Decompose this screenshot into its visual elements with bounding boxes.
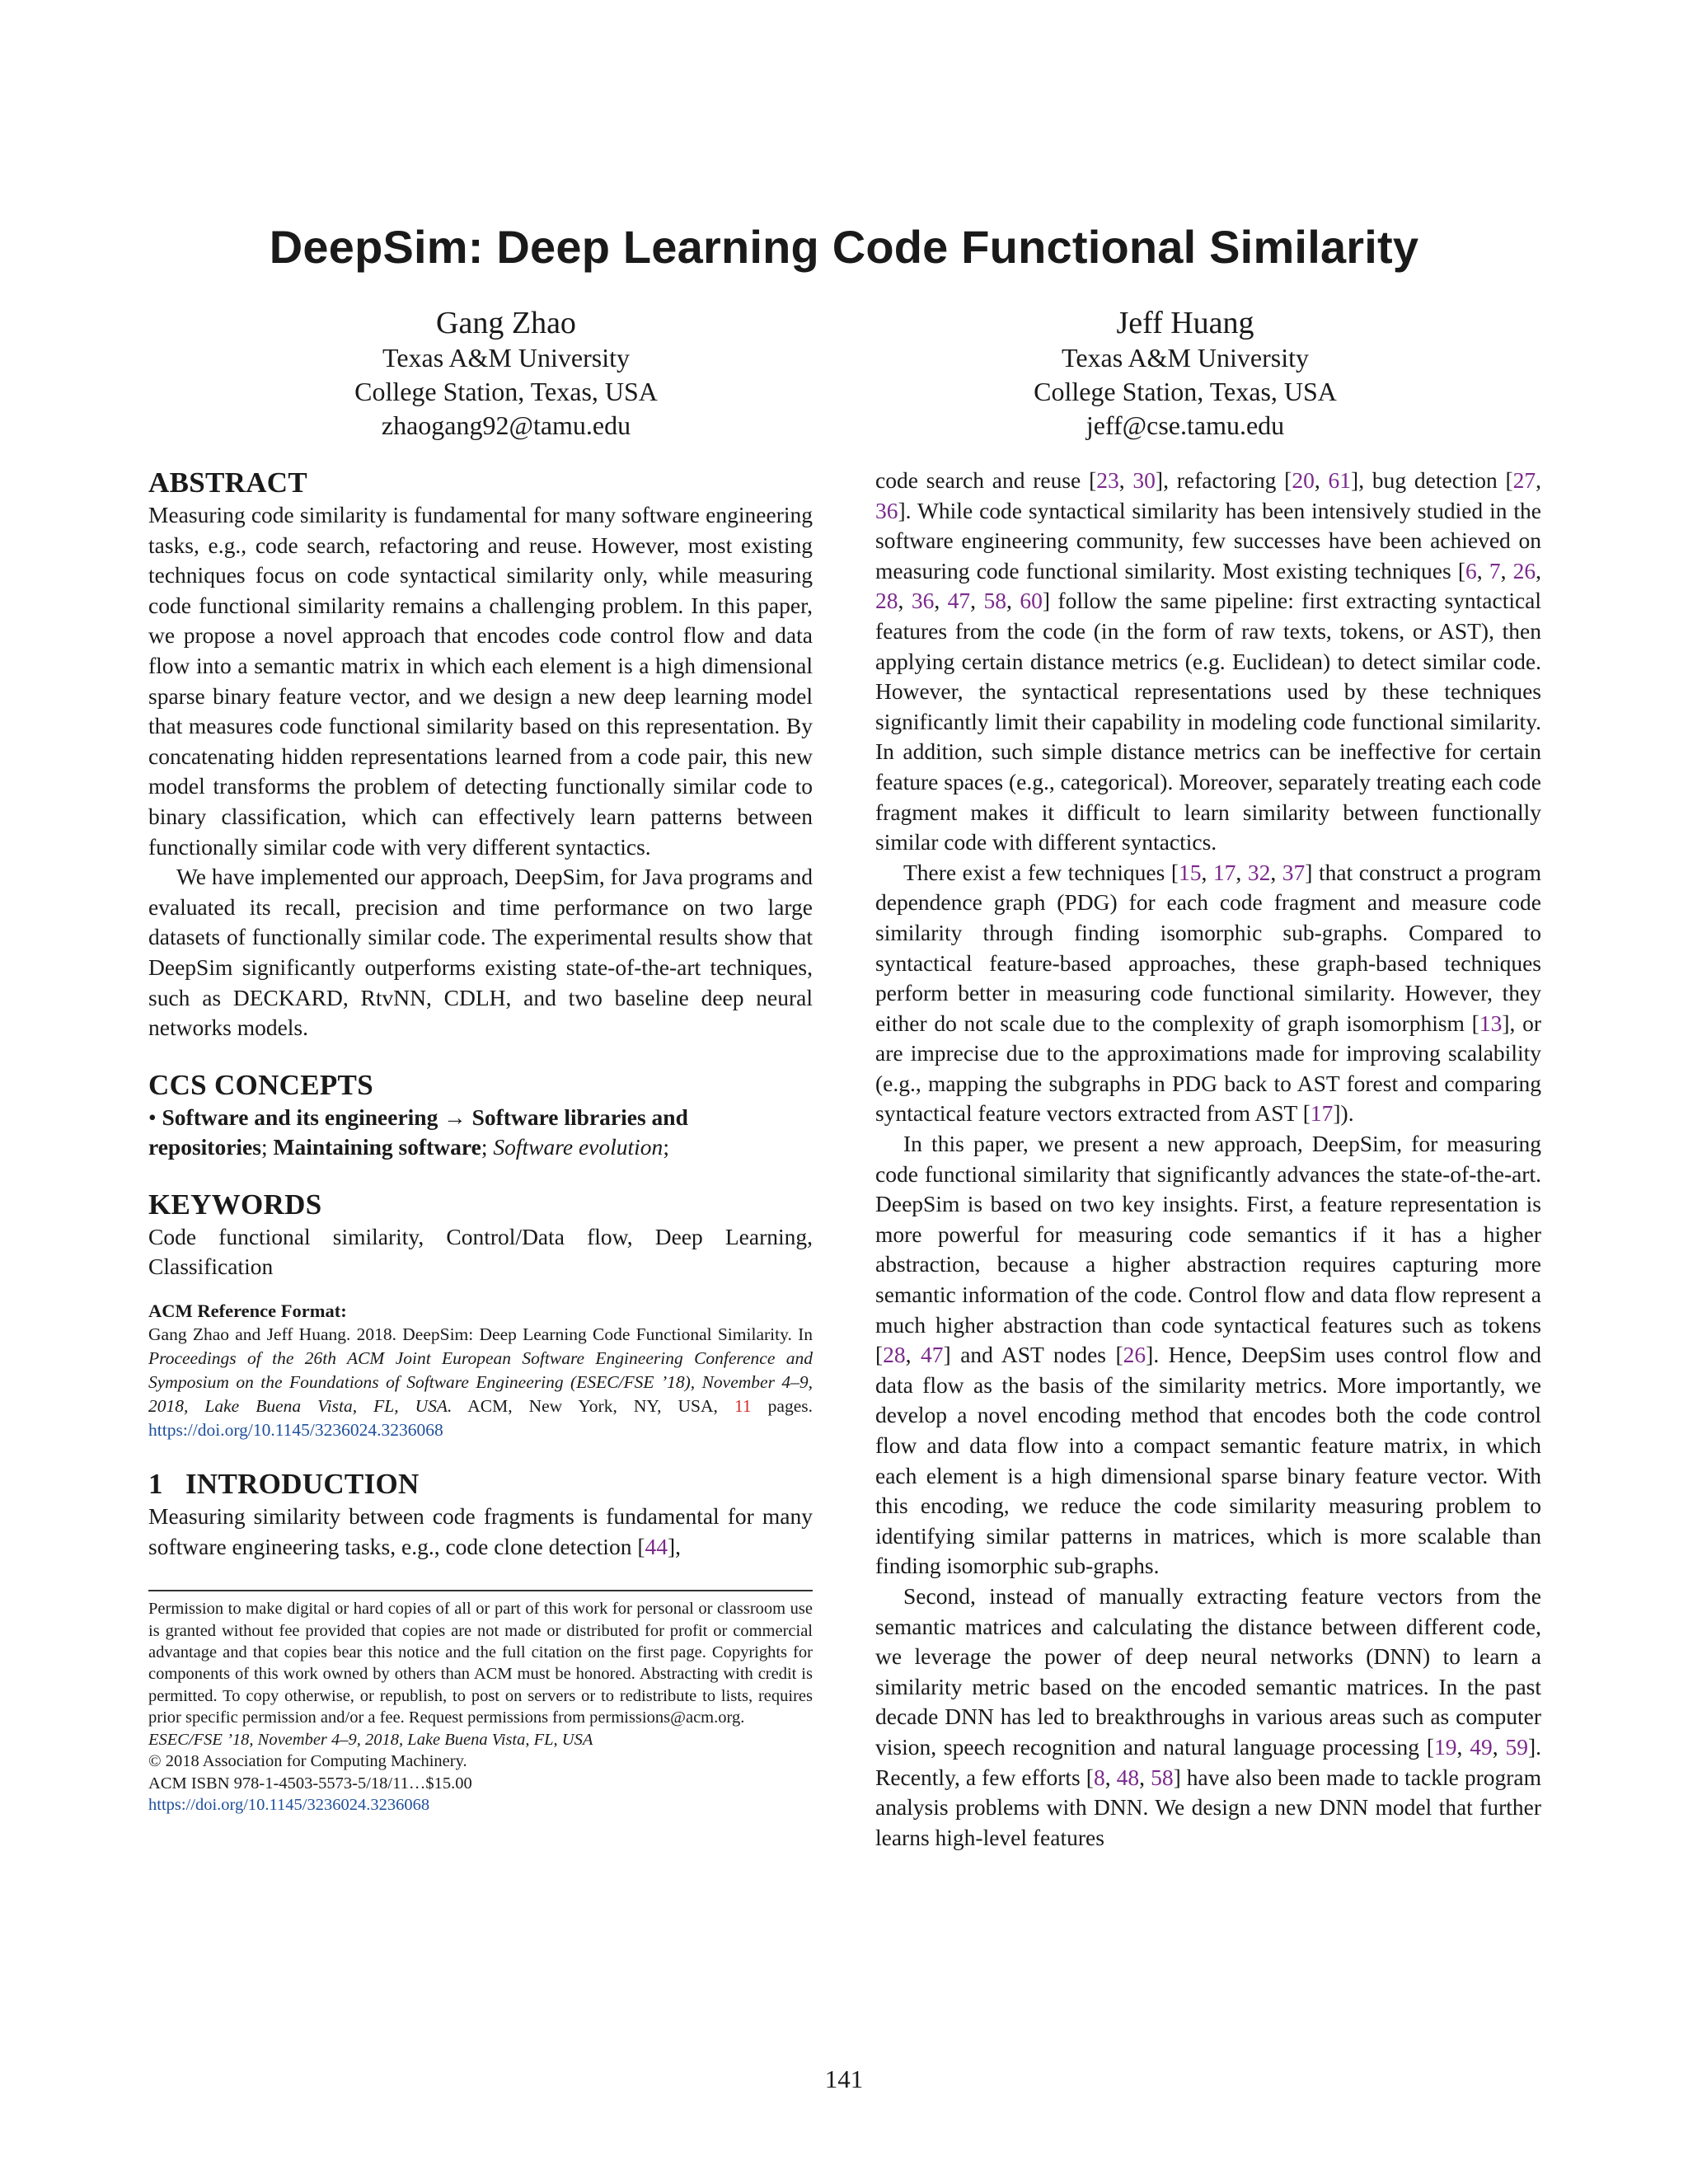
citation-link[interactable]: 15 [1178,859,1202,885]
author-affiliation: Texas A&M University [1062,343,1309,373]
citation-link[interactable]: 36 [875,497,898,523]
citation-link[interactable]: 6 [1465,557,1477,583]
citation-link[interactable]: 58 [983,588,1006,614]
citation-link[interactable]: 47 [947,588,971,614]
paragraph-text: , [1314,467,1329,493]
conference-line: ESEC/FSE ’18, November 4–9, 2018, Lake Buena Vista, FL, USA [148,1730,593,1749]
paragraph-text: , [970,588,984,614]
citation-link[interactable]: 44 [645,1533,668,1559]
footnote-divider [148,1590,813,1591]
ccs-arrow: → [438,1104,472,1130]
paragraph-text: ] follow the same pipeline: first extracting syntactical features from the code (in the form of raw texts, tokens, or AST), then applying certain distance metrics (e.g. Euclidean) to detect similar code. However, the syntactical representations used by these techniques significantly limit their capability in modeling code functional similarity. In addition, such simple distance metrics can be ineffective for certain feature spaces (e.g., categorical). Moreover, separately treating each code fragment makes it difficult to learn similarity between functionally similar code with different syntactics. [875,588,1542,855]
intro-text: Measuring similarity between code fragments is fundamental for many software engineering tasks, e.g., code clone detection [148,1503,813,1559]
abstract-heading: ABSTRACT [148,466,308,499]
author-block-2 [856,305,1515,443]
keywords-heading: KEYWORDS [148,1188,322,1221]
citation-link[interactable]: 28 [875,588,898,614]
right-column [875,466,1541,1853]
citation-link[interactable]: 59 [1505,1733,1528,1760]
page-number: 141 [824,2064,864,2093]
author-email: zhaogang92@tamu.edu [381,410,631,440]
paragraph-text: ]). [1333,1100,1354,1127]
footnote-block [148,1598,813,1816]
author-location: College Station, Texas, USA [354,377,658,406]
paragraph-text: ]. Hence, DeepSim uses control flow and data flow as the basis of the similarity metrics. More importantly, we develop a novel encoding method that encodes both the code control flow and data flow into a compact semantic feature matrix, in which each element is a high dimensional sparse binary feature vector. With this encoding, we reduce the code similarity measuring problem to identifying similar patterns in matrices, which is more scalable than finding isomorphic sub-graphs. [875,1342,1541,1579]
intro-paragraph-4 [875,1582,1541,1853]
abstract-paragraph-2: We have implemented our approach, DeepSim, for Java programs and evaluated its recall, precision and time performance on two large datasets of functionally similar code. The experimental results show that DeepSim significantly outperforms existing state-of-the-art techniques, such as DECKARD, RtvNN, CDLH, and two baseline deep neural networks models. [148,864,813,1041]
citation-link[interactable]: 7 [1489,557,1501,583]
citation-link[interactable]: 48 [1116,1764,1140,1790]
author-location: College Station, Texas, USA [1034,377,1337,406]
citation-link[interactable]: 47 [921,1342,944,1368]
paper-title: DeepSim: Deep Learning Code Functional Similarity [269,221,1419,273]
paragraph-text: , [1492,1733,1506,1760]
citation-link[interactable]: 19 [1434,1733,1457,1760]
intro-paragraph-3 [875,1129,1541,1582]
paragraph-text: ]. While code syntactical similarity has been intensively studied in the software engineering community, few successes have been achieved on measuring code functional similarity. Most existing techniques [ [875,497,1541,583]
citation-link[interactable]: 23 [1096,467,1119,493]
citation-link[interactable]: 27 [1512,467,1536,493]
ccs-term: Software libraries and repositories [148,1104,688,1160]
citation-link[interactable]: 36 [911,588,935,614]
acm-reference-heading: ACM Reference Format: [148,1301,347,1322]
ccs-term: Software and its engineering [162,1104,438,1130]
paragraph-text: ], bug detection [ [1351,467,1513,493]
ccs-concepts-text [148,1103,813,1163]
citation-link[interactable]: 17 [1310,1100,1334,1127]
paragraph-text: , [1536,467,1542,493]
ccs-heading: CCS CONCEPTS [148,1068,373,1101]
paragraph-text: , [905,1342,921,1368]
abstract-paragraph-1: Measuring code similarity is fundamental for many software engineering tasks, e.g., code search, refactoring and reuse. However, most existing techniques focus on code syntactical similarity only, while measuring code functional similarity remains a challenging problem. In this paper, we propose a novel approach that encodes code control flow and data flow into a semantic matrix in which each element is a high dimensional sparse binary feature vector, and we design a new deep learning model that measures code functional similarity based on this representation. By concatenating hidden representations learned from a code pair, this new model transforms the problem of detecting functionally similar code to binary classification, which can effectively learn patterns between functionally similar code with very different syntactics. [148,502,813,860]
paragraph-text: , [1104,1764,1117,1790]
ccs-term: Maintaining software [273,1134,481,1160]
paragraph-text: , [1118,467,1133,493]
isbn-line: ACM ISBN 978-1-4503-5573-5/18/11…$15.00 [148,1774,472,1793]
paragraph-text: , [934,588,948,614]
permission-notice: Permission to make digital or hard copies of all or part of this work for personal or classroom use is granted without fee provided that copies are not made or distributed for profit or commercial advantage and that copies bear this notice and the full citation on the first page. Copyrights for components of this work owned by others than ACM must be honored. Abstracting with credit is permitted. To copy otherwise, or republish, to post on servers or to redistribute to lists, requires prior specific permission and/or a fee. Request permissions from permissions@acm.org. [148,1600,813,1727]
paragraph-text: , [1201,859,1213,885]
paragraph-text: ] that construct a program dependence graph (PDG) for each code fragment and measure code similarity through finding isomorphic sub-graphs. Compared to syntactical feature-based approaches, these graph-based techniques perform better in measuring code functional similarity. However, they either do not scale due to the complexity of graph isomorphism [ [875,859,1541,1036]
citation-link[interactable]: 28 [883,1342,906,1368]
intro-paragraph-1 [875,466,1541,858]
footnote-doi-link[interactable]: https://doi.org/10.1145/3236024.3236068 [148,1795,430,1814]
citation-link[interactable]: 60 [1020,588,1043,614]
citation-link[interactable]: 13 [1479,1010,1503,1036]
ccs-bullet: • [148,1104,162,1130]
citation-link[interactable]: 32 [1247,859,1271,885]
paragraph-text: , [1006,588,1020,614]
citation-link[interactable]: 61 [1328,467,1352,493]
copyright-line: © 2018 Association for Computing Machinery. [148,1752,467,1771]
paragraph-text: ]. Recently, a few efforts [ [875,1733,1541,1790]
author-email: jeff@cse.tamu.edu [1085,410,1285,440]
paragraph-text: , [1476,557,1489,583]
citation-link[interactable]: 26 [1123,1342,1146,1368]
paragraph-text: , [1456,1733,1470,1760]
ccs-separator: ; [260,1134,274,1160]
acm-reference-part: Gang Zhao and Jeff Huang. 2018. DeepSim: Deep Learning Code Functional Similarity. In [148,1324,813,1345]
paragraph-text: , [1536,557,1541,583]
citation-link[interactable]: 17 [1212,859,1236,885]
paragraph-text: ] have also been made to tackle program analysis problems with DNN. We design a new DNN model that further learns high-level features [875,1764,1542,1850]
intro-text-end: ], [668,1533,682,1559]
paragraph-text: code search and reuse [ [875,467,1097,493]
citation-link[interactable]: 49 [1470,1733,1493,1760]
paragraph-text: , [898,588,912,614]
paragraph-text: ], or are imprecise due to the approximations made for improving scalability (e.g., mapping the subgraphs in PDG back to AST forest and comparing syntactical feature vectors extracted from AST [ [875,1010,1541,1127]
paragraph-text: , [1270,859,1282,885]
acm-reference-part: ACM, New York, NY, USA, [452,1396,734,1417]
paragraph-text: Second, instead of manually extracting feature vectors from the semantic matrices and calculating the distance between different code, we leverage the power of deep neural networks (DNN) to learn a similarity metric based on the encoded semantic matrices. In the past decade DNN has led to breakthroughs in various areas such as computer vision, speech recognition and natural language processing [ [875,1582,1541,1760]
ccs-term: Software evolution [493,1134,663,1160]
acm-reference-pages[interactable]: 11 [734,1396,752,1417]
paragraph-text: ], refactoring [ [1155,467,1292,493]
citation-link[interactable]: 37 [1282,859,1306,885]
introduction-paragraph-start: Measuring similarity between code fragments is fundamental for many software engineering tasks, e.g., code clone detection [44], [148,1503,813,1559]
ccs-end: ; [663,1134,669,1160]
acm-reference-text [148,1323,813,1442]
author-affiliation: Texas A&M University [382,343,630,373]
citation-link[interactable]: 58 [1151,1764,1174,1790]
citation-link[interactable]: 8 [1093,1764,1105,1790]
keywords-text: Code functional similarity, Control/Data flow, Deep Learning, Classification [148,1223,813,1280]
citation-link[interactable]: 20 [1292,467,1315,493]
left-column [148,466,813,1816]
paragraph-text: ] and AST nodes [ [943,1342,1123,1368]
citation-link[interactable]: 30 [1132,467,1156,493]
ccs-separator: ; [481,1134,494,1160]
citation-link[interactable]: 26 [1512,557,1536,583]
paragraph-text: , [1236,859,1248,885]
paragraph-text: , [1500,557,1513,583]
paragraph-text: In this paper, we present a new approach, DeepSim, for measuring code functional similarity that significantly advances the state-of-the-art. DeepSim is based on two key insights. First, a feature representation is more powerful for measuring code semantics if it has a higher abstraction, because a higher abstraction requires capturing more semantic information of the code. Control flow and data flow represent a much higher abstraction than code syntactical features such as tokens [ [875,1131,1541,1368]
author-name: Gang Zhao [436,306,576,340]
author-name: Jeff Huang [1116,306,1254,340]
intro-paragraph-2 [875,858,1541,1129]
introduction-heading: 1 INTRODUCTION [148,1468,420,1501]
acm-reference-doi-link[interactable]: https://doi.org/10.1145/3236024.3236068 [148,1420,443,1441]
author-block-1 [176,305,836,443]
paragraph-text: , [1139,1764,1151,1790]
acm-reference-part: pages. [751,1396,813,1417]
paragraph-text: There exist a few techniques [ [903,859,1179,885]
acm-reference-venue: Proceedings of the 26th ACM Joint European Software Engineering Conference and Symposium on the Foundations of Software Engineering (ESEC/FSE ’18), November 4–9, 2018, Lake Buena Vista, FL, USA. [148,1348,813,1417]
